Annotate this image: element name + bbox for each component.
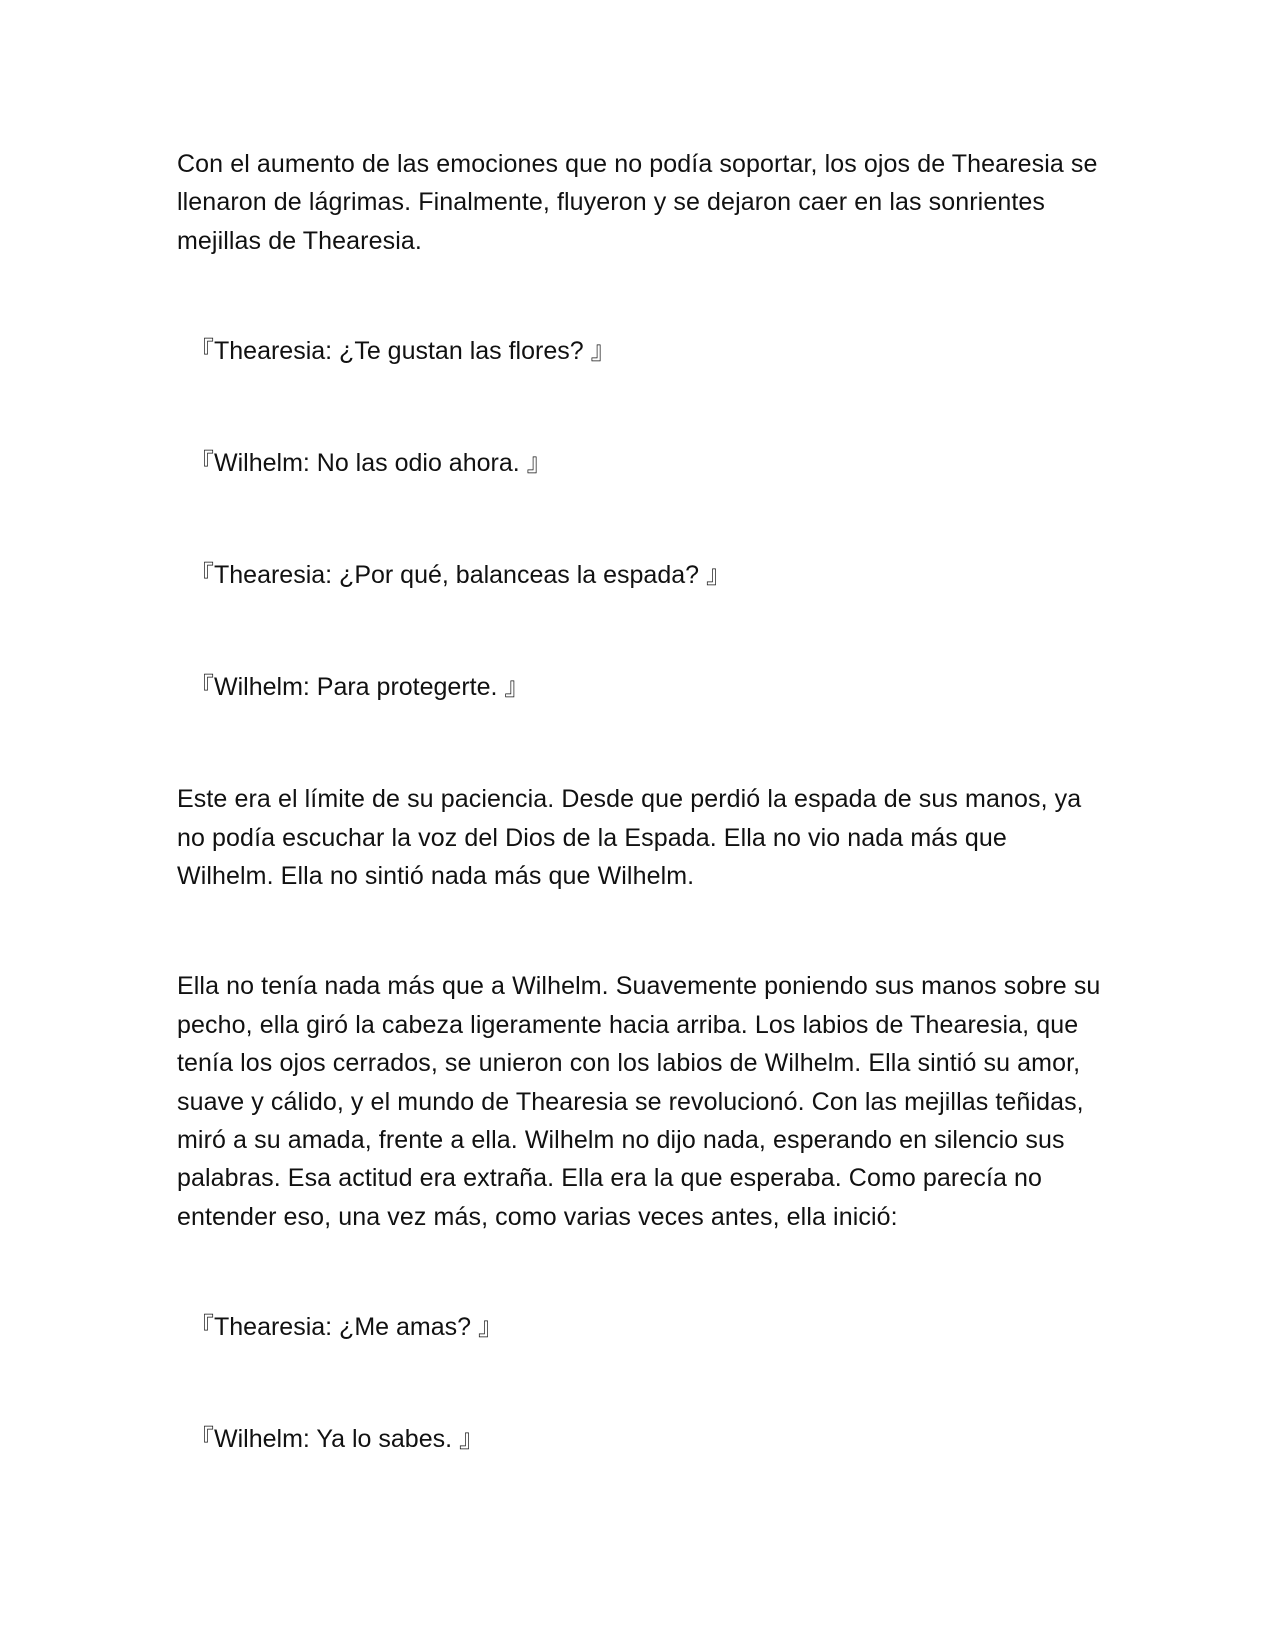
spacer — [177, 1346, 1107, 1420]
dialogue-line-3: 『Thearesia: ¿Por qué, balanceas la espada? 』 — [189, 561, 731, 590]
spacer — [177, 370, 1107, 444]
paragraph-1: Con el aumento de las emociones que no podía soportar, los ojos de Thearesia se llenaron de lágrimas. Finalmente, fluyeron y se dejaron caer en las sonrientes mejillas de Thearesia. — [177, 150, 1098, 255]
spacer — [177, 482, 1107, 556]
paragraph-3: Ella no tenía nada más que a Wilhelm. Suavemente poniendo sus manos sobre su pecho, ella giró la cabeza ligeramente hacia arriba. Los labios de Thearesia, que tenía los ojos cerrados, se unieron con los labios de Wilhelm. Ella sintió su amor, suave y cálido, y el mundo de Thearesia se revolucionó. Con las mejillas teñidas, miró a su amada, frente a ella. Wilhelm no dijo nada, esperando en silencio sus palabras. Esa actitud era extraña. Ella era la que esperaba. Como parecía no entender eso, una vez más, como varias veces antes, ella inició: — [177, 972, 1101, 1231]
dialogue-line-2: 『Wilhelm: No las odio ahora. 』 — [189, 449, 552, 478]
dialogue-line-4: 『Wilhelm: Para protegerte. 』 — [189, 673, 530, 702]
spacer — [177, 260, 1107, 332]
dialogue-line-6: 『Wilhelm: Ya lo sabes. 』 — [189, 1425, 485, 1454]
document-page — [177, 145, 1107, 1458]
spacer — [177, 1236, 1107, 1308]
dialogue-line-5: 『Thearesia: ¿Me amas? 』 — [189, 1313, 503, 1342]
paragraph-2: Este era el límite de su paciencia. Desde que perdió la espada de sus manos, ya no podía escuchar la voz del Dios de la Espada. Ella no vio nada más que Wilhelm. Ella no sintió nada más que Wilhelm. — [177, 785, 1082, 891]
dialogue-line-1: 『Thearesia: ¿Te gustan las flores? 』 — [189, 337, 616, 366]
spacer — [177, 594, 1107, 668]
spacer — [177, 706, 1107, 780]
spacer — [177, 895, 1107, 967]
